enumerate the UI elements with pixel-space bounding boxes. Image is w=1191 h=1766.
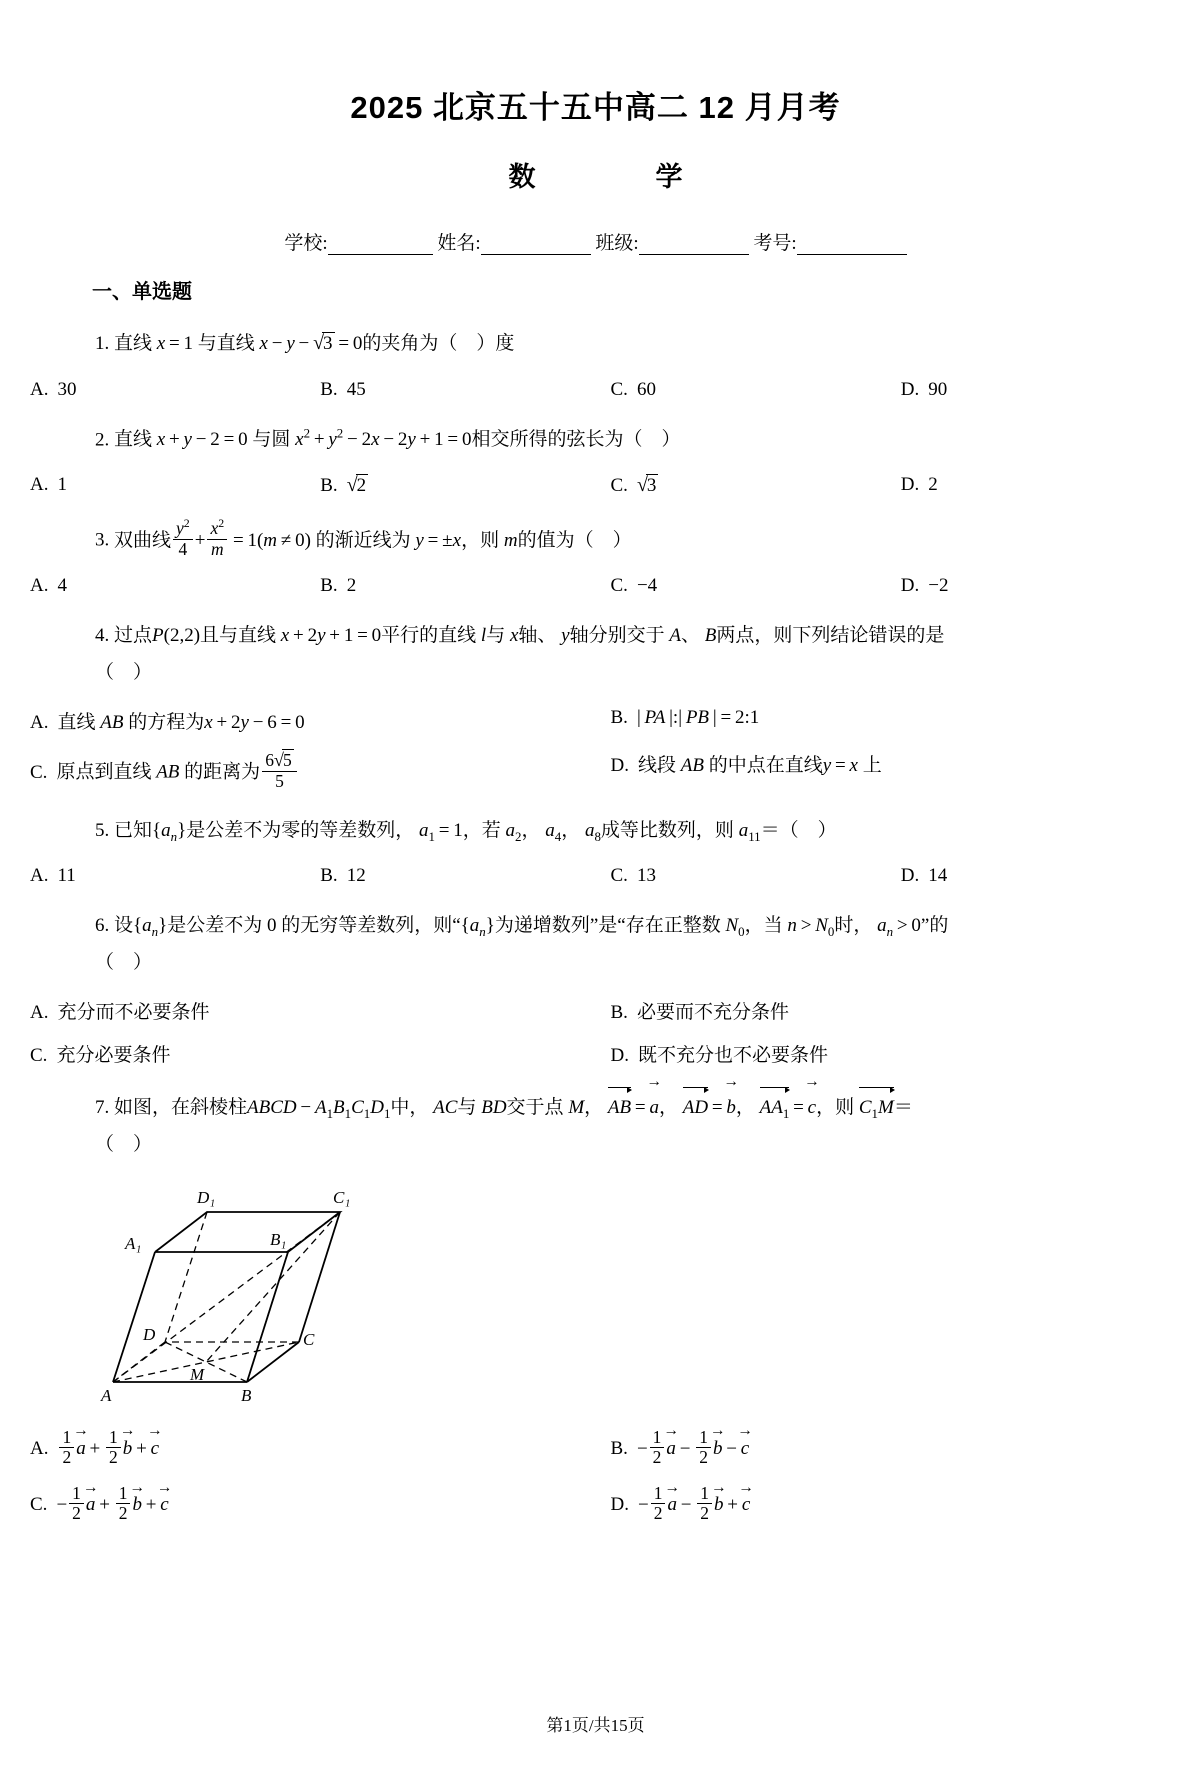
question-2: [95, 421, 1095, 458]
question-6-option-a[interactable]: A. 充分而不必要条件: [30, 997, 611, 1024]
question-6-option-b[interactable]: B. 必要而不充分条件: [611, 997, 1191, 1024]
vertex-label-D: D: [142, 1325, 156, 1344]
question-1-option-b[interactable]: B. 45: [320, 379, 610, 401]
exam-number-field-label: 考号:: [753, 228, 796, 255]
edge-B1-B: [247, 1252, 288, 1382]
question-3-option-d[interactable]: D. −2: [901, 575, 1191, 597]
question-5-option-c[interactable]: C. 13: [611, 865, 901, 887]
question-4-stem: 过点P(2,2)且与直线 x + 2y + 1 = 0平行的直线 l与 x轴、 y轴分别交于 A、 B两点，则下列结论错误的是 （ ）: [95, 625, 944, 683]
vertex-label-C: C: [303, 1330, 315, 1349]
page-title: 2025 北京五十五中高二 12 月月考: [0, 82, 1191, 127]
question-7-option-d[interactable]: D. − $\frac{1}{2}$ → a − $\frac{1}{2}$ → b + → c: [611, 1484, 1191, 1524]
question-6-options-row1: [30, 997, 1191, 1024]
question-6-option-d[interactable]: D. 既不充分也不必要条件: [611, 1040, 1191, 1067]
subject-title: 数 学: [0, 155, 1191, 194]
edge-B-C: [247, 1342, 299, 1382]
school-field-label: 学校:: [284, 228, 327, 255]
question-4-option-c[interactable]: C. 原点到直线 AB 的距离为 $\frac{6√5}{5}$: [30, 750, 611, 791]
vertex-label-A1: A₁: [124, 1234, 141, 1253]
page-footer: 第1页/共15页: [0, 1711, 1191, 1736]
question-1: [95, 324, 1095, 363]
question-1-option-d[interactable]: D. 90: [901, 379, 1191, 401]
edge-D1-D: [165, 1212, 207, 1342]
edge-A1-A: [113, 1252, 155, 1382]
question-2-option-b[interactable]: B. √2: [320, 474, 610, 497]
question-1-options: [30, 379, 1191, 401]
question-1-option-c[interactable]: C. 60: [611, 379, 901, 401]
question-7-option-c[interactable]: C. − $\frac{1}{2}$ → a + $\frac{1}{2}$ → b + → c: [30, 1484, 611, 1524]
question-7: [95, 1087, 1095, 1163]
question-7-option-b[interactable]: B. − $\frac{1}{2}$ → a − $\frac{1}{2}$ → b − → c: [611, 1428, 1191, 1468]
question-5-options: [30, 865, 1191, 887]
question-6: [95, 907, 1095, 981]
exam-number-field-blank[interactable]: [797, 254, 907, 255]
question-4-option-a[interactable]: A. 直线 AB 的方程为x + 2y − 6 = 0: [30, 707, 611, 734]
question-7-number: 7.: [95, 1097, 109, 1118]
question-5-option-d[interactable]: D. 14: [901, 865, 1191, 887]
vertex-label-D1: D₁: [196, 1188, 215, 1207]
question-2-option-a[interactable]: A. 1: [30, 474, 320, 497]
vertex-label-B1: B₁: [270, 1230, 286, 1249]
oblique-prism-diagram: [95, 1177, 395, 1407]
question-3-stem: 双曲线 $\frac{y^2}{4}$ + $\frac{x^2}{m}$ = 1(m ≠ 0) 的渐近线为 y = ±x，则 m的值为（ ）: [114, 530, 632, 551]
edge-C1-C: [299, 1212, 340, 1342]
name-field-blank[interactable]: [481, 254, 591, 255]
vertex-label-A: A: [100, 1386, 112, 1405]
question-1-option-a[interactable]: A. 30: [30, 379, 320, 401]
exam-page: [0, 82, 1191, 1766]
student-info-line: [0, 228, 1191, 255]
question-3-number: 3.: [95, 530, 109, 551]
school-field-blank[interactable]: [328, 254, 433, 255]
question-6-stem: 设$\{a_n\}$是公差不为 0 的无穷等差数列，则“$\{a_n\}$为递增数列”是“存在正整数 $N_0$，当 $n > N_0$时， $a_n > 0$”的 （ ）: [95, 915, 948, 973]
question-4-options-row1: [30, 707, 1191, 734]
question-2-options: [30, 474, 1191, 497]
segment-A-C1: [113, 1212, 340, 1382]
question-7-option-a[interactable]: A. $\frac{1}{2}$ → a + $\frac{1}{2}$ → b + → c: [30, 1428, 611, 1468]
question-5-stem: 已知$\{a_n\}$是公差不为零的等差数列， $a_1 = 1$，若 $a_2$， $a_4$， $a_8$成等比数列，则 $a_{11}=$（ ）: [114, 820, 837, 841]
class-field-blank[interactable]: [639, 254, 749, 255]
question-3-option-a[interactable]: A. 4: [30, 575, 320, 597]
question-6-number: 6.: [95, 915, 109, 936]
question-7-options-row2: [30, 1484, 1191, 1524]
question-5-option-b[interactable]: B. 12: [320, 865, 610, 887]
top-face: [155, 1212, 340, 1252]
question-4-options-row2: [30, 750, 1191, 791]
question-3-options: [30, 575, 1191, 597]
question-4-option-b[interactable]: B. | PA |:| PB | = 2:1: [611, 707, 1191, 734]
question-2-option-d[interactable]: D. 2: [901, 474, 1191, 497]
section-heading: 一、单选题: [92, 275, 1191, 304]
vertex-label-M: M: [189, 1365, 205, 1384]
vertex-label-B: B: [241, 1386, 252, 1405]
question-7-figure: [95, 1177, 1191, 1412]
question-3-option-c[interactable]: C. −4: [611, 575, 901, 597]
question-2-option-c[interactable]: C. √3: [611, 474, 901, 497]
question-2-number: 2.: [95, 429, 109, 450]
class-field-label: 班级:: [595, 228, 638, 255]
question-2-stem: 直线 x + y − 2 = 0 与圆 $x^2 + y^2 - 2x - 2y + 1 = 0$相交所得的弦长为（ ）: [114, 429, 680, 450]
question-3: [95, 517, 1095, 559]
question-5-option-a[interactable]: A. 11: [30, 865, 320, 887]
question-4: [95, 617, 1095, 691]
question-7-stem: 如图，在斜棱柱ABCD − $A_1B_1C_1D_1$中， AC与 BD交于点 M， AB = → a， AD = → b， $AA_1$ = → c，则 $C_1M=$ （ ）: [95, 1097, 913, 1155]
question-7-options-row1: [30, 1428, 1191, 1468]
question-6-option-c[interactable]: C. 充分必要条件: [30, 1040, 611, 1067]
question-1-number: 1.: [95, 333, 109, 354]
question-4-option-d[interactable]: D. 线段 AB 的中点在直线y = x 上: [611, 750, 1191, 791]
question-5: [95, 812, 1095, 849]
question-6-options-row2: [30, 1040, 1191, 1067]
question-5-number: 5.: [95, 820, 109, 841]
vertex-label-C1: C₁: [333, 1188, 350, 1207]
name-field-label: 姓名:: [437, 228, 480, 255]
question-1-stem: 直线 x = 1 与直线 x − y − √3 = 0的夹角为（ ）度: [114, 333, 514, 354]
question-4-number: 4.: [95, 625, 109, 646]
question-3-option-b[interactable]: B. 2: [320, 575, 610, 597]
